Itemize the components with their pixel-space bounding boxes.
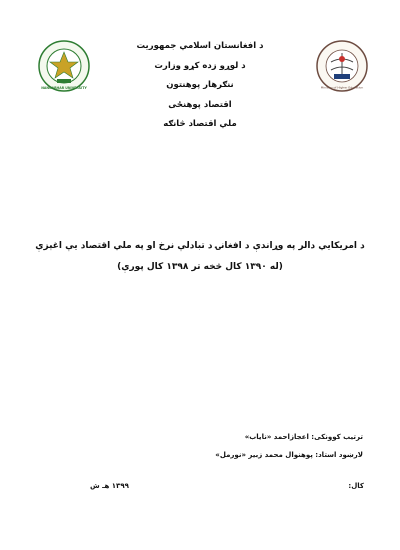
year-label: کال: [348, 482, 364, 490]
thesis-title-period: (له ۱۳۹۰ کال څخه تر ۱۳۹۸ کال پورې) [117, 262, 283, 272]
seal-text: Ministry of Higher Education [320, 85, 364, 90]
institution-header [80, 37, 320, 135]
department-name: ملي اقتصاد څانګه [163, 119, 237, 129]
faculty-name: اقتصاد پوهنځی [168, 99, 232, 110]
university-name: ننګرهار پوهنتون [166, 80, 234, 90]
country-name: د افغانستان اسلامي جمهوریت [136, 41, 264, 51]
seal-text: NANGARHAR UNIVERSITY [41, 86, 87, 90]
year-value: ۱۳۹۹ هـ ش [90, 482, 129, 490]
author-line: ترتیب کوونکی: اعجازاحمد «نایاب» [244, 433, 363, 441]
ministry-of-higher-education-seal-icon [316, 40, 368, 92]
thesis-title-line: د امریکایي دالر په وړاندې د افغانۍ د تبادلې نرخ او په ملي اقتصاد یې اغېزې [35, 241, 365, 251]
thesis-title [28, 236, 372, 278]
supervisor-line: لارښود استاد: پوهنوال محمد زبیر «نورمل» [215, 451, 363, 459]
credits [215, 428, 363, 464]
ministry-name: د لوړو زده کړو وزارت [154, 60, 246, 71]
